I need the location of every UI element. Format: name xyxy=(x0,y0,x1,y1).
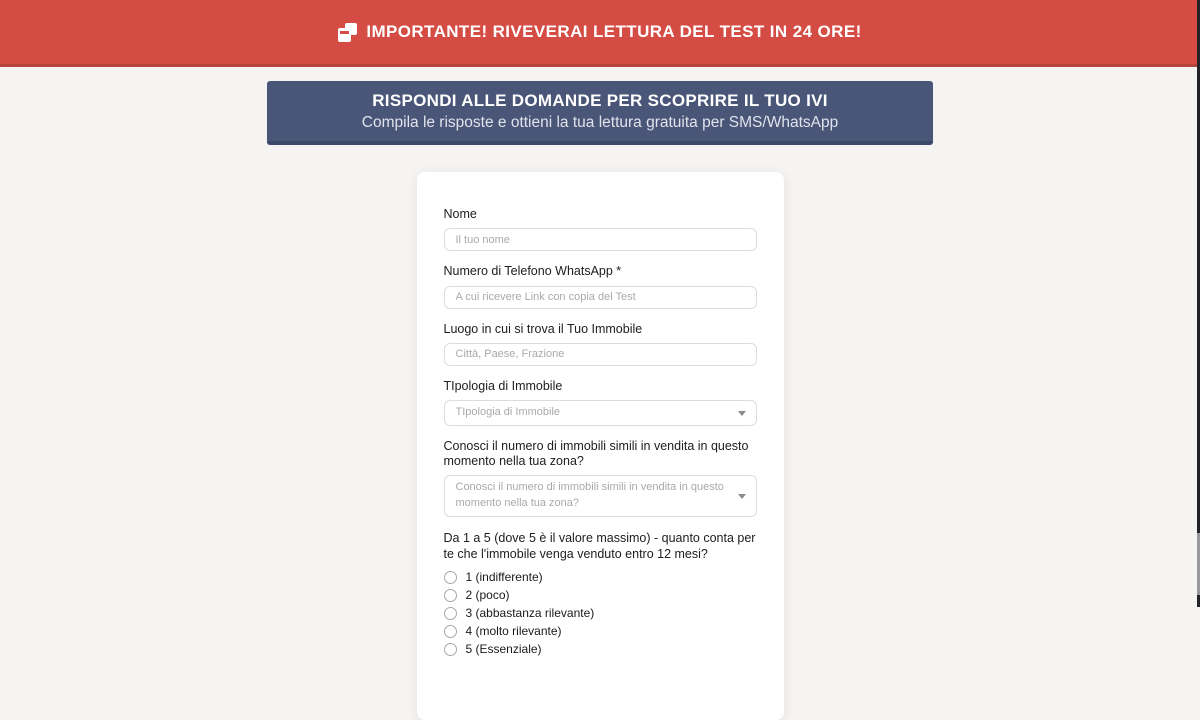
radio-option-4-label: 4 (molto rilevante) xyxy=(465,624,562,639)
radio-option-3[interactable] xyxy=(444,606,757,620)
alert-banner xyxy=(0,0,1200,67)
telefono-input[interactable] xyxy=(444,286,757,309)
radio-option-1-label: 1 (indifferente) xyxy=(465,570,543,585)
tipologia-select-placeholder: TIpologia di Immobile xyxy=(455,406,561,418)
luogo-input[interactable] xyxy=(444,343,757,366)
field-immobili-simili-label: Conosci il numero di immobili simili in vendita in questo momento nella tua zona? xyxy=(443,438,749,469)
field-luogo xyxy=(444,322,757,366)
radio-option-2-label: 2 (poco) xyxy=(465,588,510,603)
field-telefono-label: Numero di Telefono WhatsApp * xyxy=(443,264,622,279)
hero-title: RISPONDI ALLE DOMANDE PER SCOPRIRE IL TUO IVI xyxy=(372,91,828,110)
hero-banner xyxy=(267,81,933,145)
radio-question: Da 1 a 5 (dove 5 è il valore massimo) - quanto conta per te che l'immobile venga venduto entro 12 mesi? xyxy=(443,531,756,562)
hero-subtitle: Compila le risposte e ottieni la tua lettura gratuita per SMS/WhatsApp xyxy=(361,114,839,131)
immobili-simili-select[interactable] xyxy=(444,475,757,517)
nome-input[interactable] xyxy=(444,228,757,251)
field-telefono xyxy=(444,264,757,308)
field-tipologia-label: TIpologia di Immobile xyxy=(443,378,563,393)
immobili-simili-select-placeholder: Conosci il numero di immobili simili in vendita in questo momento nella tua zona? xyxy=(455,481,724,510)
field-tipologia xyxy=(444,379,757,426)
copy-icon xyxy=(338,23,357,42)
form-card xyxy=(417,172,784,720)
radio-option-1[interactable] xyxy=(444,570,757,584)
alert-banner-text: IMPORTANTE! RIVEVERAI LETTURA DEL TEST IN 24 ORE! xyxy=(366,22,862,41)
field-nome xyxy=(444,207,757,251)
radio-option-3-label: 3 (abbastanza rilevante) xyxy=(465,606,595,621)
field-luogo-label: Luogo in cui si trova il Tuo Immobile xyxy=(443,321,643,336)
radio-option-4[interactable] xyxy=(444,624,757,638)
chevron-down-icon xyxy=(738,411,746,416)
radio-option-5-label: 5 (Essenziale) xyxy=(465,642,542,657)
tipologia-select[interactable] xyxy=(444,400,757,426)
radio-button-icon[interactable] xyxy=(444,625,457,638)
radio-group-importanza-vendita xyxy=(444,530,757,656)
radio-button-icon[interactable] xyxy=(444,607,457,620)
radio-button-icon[interactable] xyxy=(444,571,457,584)
radio-button-icon[interactable] xyxy=(444,589,457,602)
chevron-down-icon xyxy=(738,494,746,499)
field-immobili-simili xyxy=(444,439,757,517)
field-nome-label: Nome xyxy=(443,207,477,221)
radio-option-2[interactable] xyxy=(444,588,757,602)
radio-button-icon[interactable] xyxy=(444,643,457,656)
radio-option-5[interactable] xyxy=(444,642,757,656)
